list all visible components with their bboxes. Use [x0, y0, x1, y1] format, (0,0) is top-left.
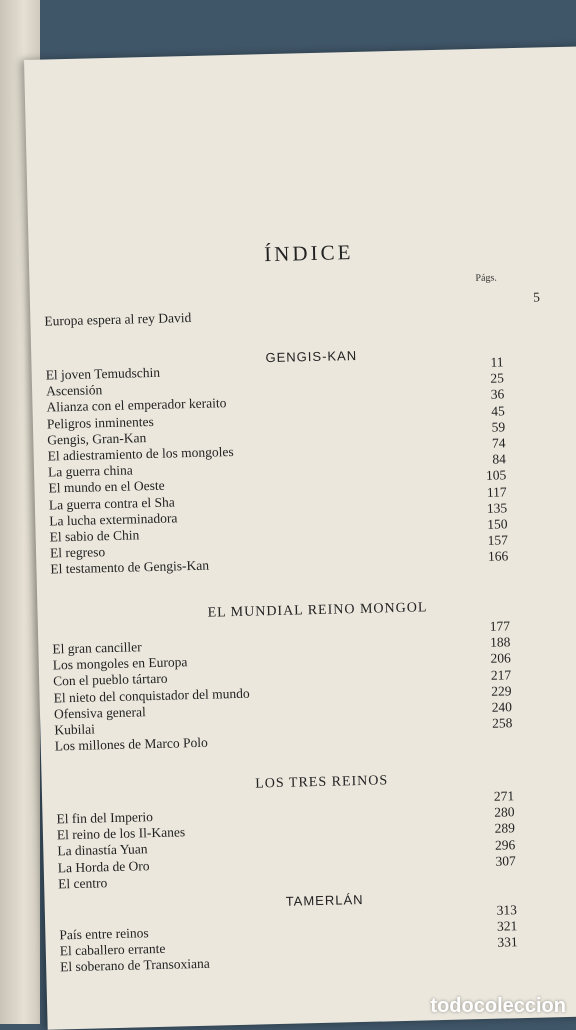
toc-page-number: 296 [494, 836, 516, 853]
toc-entry: El sabio de Chin [49, 527, 140, 545]
toc-page-number: 217 [490, 666, 512, 683]
toc-entry: País entre reinos [59, 925, 149, 943]
toc-entry: La guerra china [47, 462, 133, 480]
toc-page-number: 177 [489, 618, 511, 634]
toc-page-number: 240 [491, 699, 513, 715]
toc-page-number: 307 [495, 853, 516, 869]
toc-entry: El gran canciller [52, 639, 142, 657]
toc-entry: El nieto del conquistador del mundo [53, 685, 250, 706]
toc-entry: Los millones de Marco Polo [54, 734, 208, 754]
toc-page-number: 166 [487, 548, 509, 565]
toc-page-number: 258 [491, 715, 513, 731]
toc-entry: El caballero errante [59, 940, 166, 959]
toc-entry: El reino de los Il-Kanes [56, 824, 186, 843]
toc-page-number: 25 [490, 370, 505, 386]
toc-page-number: 289 [494, 820, 516, 837]
toc-entry: El joven Temudschin [45, 364, 161, 383]
toc-page-number: 150 [487, 516, 508, 532]
toc-entry: Ofensiva general [53, 704, 146, 722]
section-title: LOS TRES REINOS [255, 773, 389, 792]
toc-page-number: 117 [486, 483, 507, 500]
toc-page-number: 105 [485, 467, 507, 484]
toc-page-number: 36 [490, 386, 505, 403]
toc-page-number: 135 [486, 500, 508, 516]
book-page [24, 46, 576, 1029]
section-title: GENGIS-KAN [265, 347, 358, 366]
toc-page-number: 84 [492, 451, 507, 467]
toc-page-number: 331 [497, 934, 518, 951]
toc-page-number: 313 [496, 902, 518, 918]
pages-label: Págs. [475, 272, 498, 285]
front-entry-page: 5 [533, 289, 541, 305]
watermark: todocoleccion [430, 995, 566, 1017]
toc-entry: La Horda de Oro [57, 857, 150, 876]
toc-entry: Peligros inminentes [46, 413, 154, 432]
toc-entry: Kubilai [54, 721, 96, 738]
toc-entry: El testamento de Gengis-Kan [50, 558, 210, 577]
index-title: ÍNDICE [263, 240, 354, 267]
toc-entry: La dinastía Yuan [57, 841, 148, 859]
toc-page-number: 321 [496, 918, 518, 934]
toc-entry: El mundo en el Oeste [48, 478, 165, 496]
toc-entry: El regreso [49, 544, 106, 561]
toc-page-number: 271 [493, 788, 515, 804]
toc-entry: Los mongoles en Europa [52, 654, 188, 673]
toc-page-number: 188 [489, 634, 511, 650]
toc-entry: El soberano de Transoxiana [59, 956, 210, 975]
toc-entry: El adiestramiento de los mongoles [47, 443, 234, 464]
toc-page-number: 11 [490, 354, 504, 370]
front-entry: Europa espera al rey David [44, 309, 192, 329]
section-title: EL MUNDIAL REINO MONGOL [207, 600, 428, 621]
toc-entry: Alianza con el emperador keraito [46, 395, 227, 415]
toc-page-number: 280 [494, 804, 515, 820]
toc-entry: Gengis, Gran-Kan [47, 429, 147, 448]
section-title: TAMERLÁN [285, 891, 364, 909]
toc-page-number: 74 [491, 435, 506, 451]
toc-page-number: 206 [490, 650, 511, 667]
toc-page-number: 45 [491, 402, 505, 419]
toc-page-number: 229 [491, 683, 512, 699]
toc-entry: Ascensión [45, 382, 103, 399]
toc-entry: El centro [57, 875, 108, 892]
toc-entry: La guerra contra el Sha [48, 494, 175, 513]
toc-page-number: 59 [491, 419, 506, 435]
toc-entry: La lucha exterminadora [49, 510, 178, 529]
toc-page-number: 157 [487, 532, 509, 549]
toc-entry: Con el pueblo tártaro [53, 671, 168, 689]
toc-entry: El fin del Imperio [56, 809, 154, 827]
